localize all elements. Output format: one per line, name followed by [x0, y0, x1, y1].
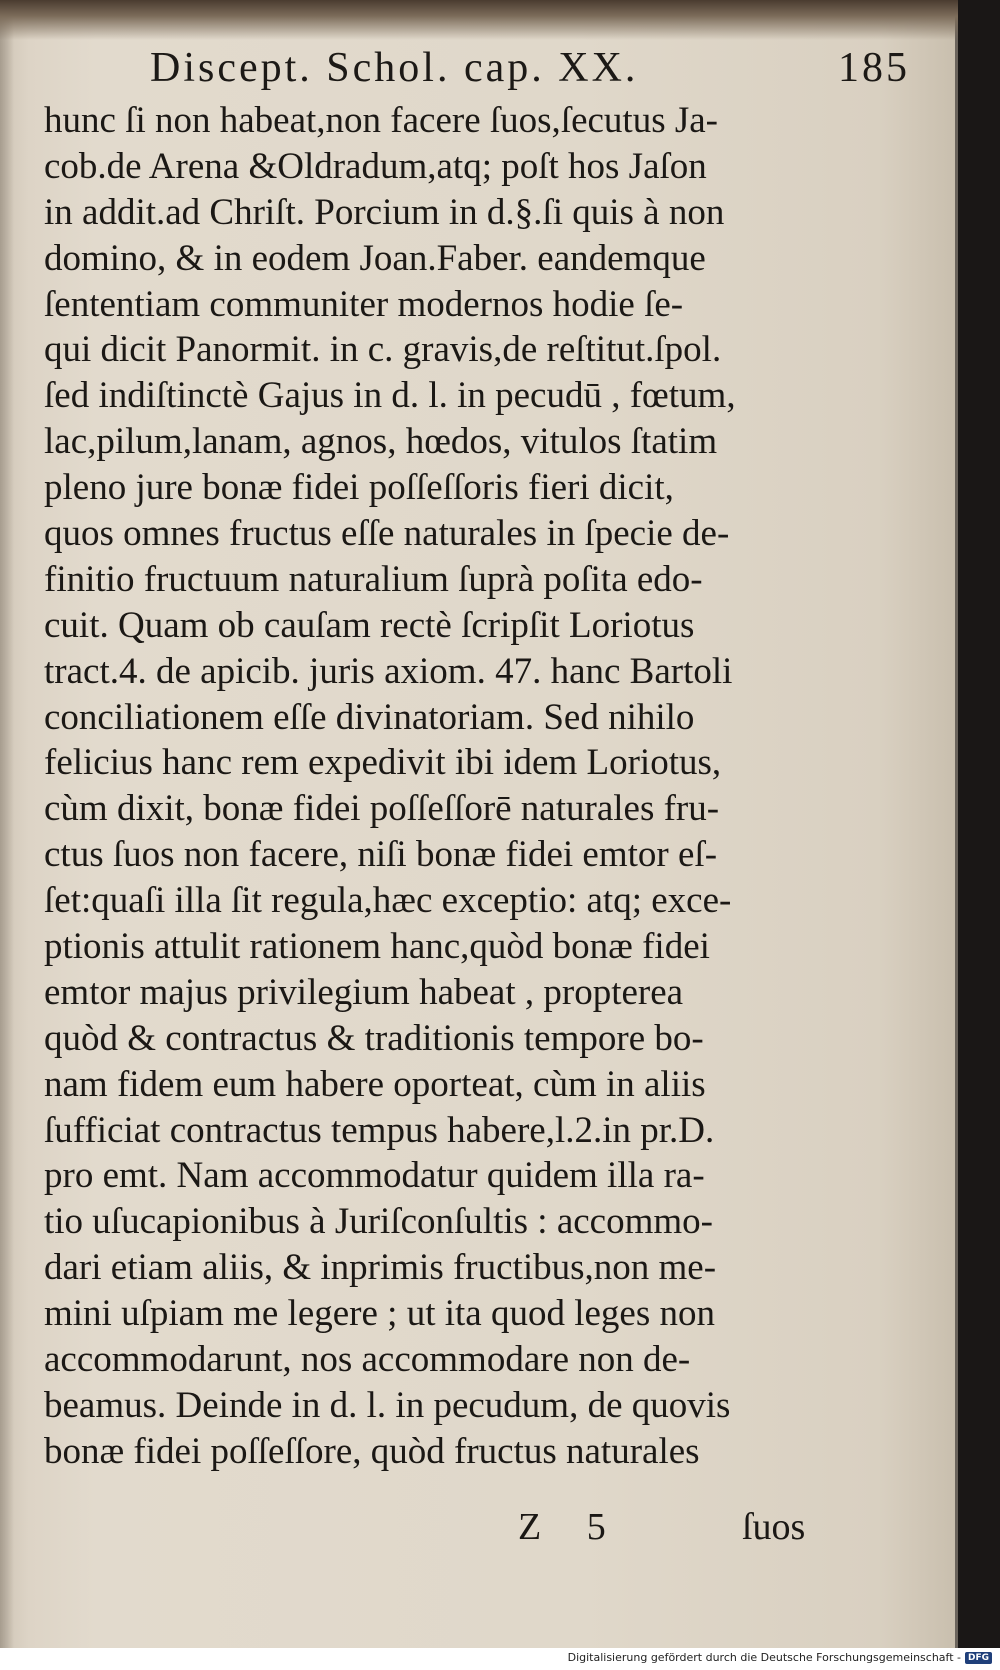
text-line: cuit. Quam ob cauſam rectè ſcripſit Loriotus [44, 604, 695, 646]
page-footer [0, 1505, 958, 1555]
text-line: beamus. Deinde in d. l. in pecudum, de quovis [44, 1384, 731, 1426]
credit-text: Digitalisierung gefördert durch die Deutsche Forschungsgemeinschaft - [567, 1651, 961, 1664]
text-line: pro emt. Nam accommodatur quidem illa ra- [44, 1155, 705, 1197]
text-line: felicius hanc rem expedivit ibi idem Loriotus, [44, 742, 722, 784]
text-line: lac,pilum,lanam, agnos, hœdos, vitulos ſtatim [44, 421, 718, 463]
text-line: quòd & contractus & traditionis tempore bo- [44, 1017, 704, 1059]
text-line: tract.4. de apicib. juris axiom. 47. hanc Bartoli [44, 650, 733, 692]
text-line: bonæ fidei poſſeſſore, quòd fructus naturales [44, 1430, 700, 1472]
text-line: nam fidem eum habere oporteat, cùm in aliis [44, 1063, 706, 1105]
text-line: qui dicit Panormit. in c. gravis,de reſtitut.ſpol. [44, 329, 722, 371]
text-line: ptionis attulit rationem hanc,quòd bonæ fidei [44, 926, 710, 968]
text-line: ſententiam communiter modernos hodie ſe- [44, 283, 684, 325]
digitization-credit [568, 1651, 992, 1664]
text-line: ſed indiſtinctè Gajus in d. l. in pecudū , fœtum, [44, 375, 736, 417]
text-line: ſet:quaſi illa ſit regula,hæc exceptio: atq; exce- [44, 880, 732, 922]
text-line: emtor majus privilegium habeat , propterea [44, 971, 684, 1013]
text-line: ſufficiat contractus tempus habere,l.2.in pr.D. [44, 1109, 715, 1151]
catchword: ſuos [742, 1506, 806, 1548]
text-line: quos omnes fructus eſſe naturales in ſpecie de- [44, 513, 730, 555]
text-line: finitio fructuum naturalium ſuprà poſita edo- [44, 558, 703, 600]
text-line: accommodarunt, nos accommodare non de- [44, 1339, 691, 1381]
page-fold-shadow [0, 0, 14, 1648]
text-line: in addit.ad Chriſt. Porcium in d.§.ſi quis à non [44, 191, 725, 233]
text-line: ctus ſuos non facere, niſi bonæ fidei emtor eſ- [44, 834, 718, 876]
running-title: Discept. Schol. cap. XX. [150, 45, 639, 91]
body-text [44, 98, 844, 1475]
text-line: tio uſucapionibus à Juriſconſultis : accommo- [44, 1201, 713, 1243]
page-top-edge [0, 0, 958, 40]
page-number: 185 [838, 45, 910, 91]
text-line: dari etiam aliis, & inprimis fructibus,non me- [44, 1247, 717, 1289]
text-line: cùm dixit, bonæ fidei poſſeſſorē naturales fru- [44, 788, 720, 830]
text-line: mini uſpiam me legere ; ut ita quod leges non [44, 1293, 715, 1335]
text-line: pleno jure bonæ fidei poſſeſſoris fieri dicit, [44, 467, 674, 509]
dfg-logo: DFG [965, 1652, 992, 1664]
text-line: hunc ſi non habeat,non facere ſuos,ſecutus Ja- [44, 100, 718, 141]
text-line: cob.de Arena &Oldradum,atq; poſt hos Jaſon [44, 145, 707, 187]
text-line: domino, & in eodem Joan.Faber. eandemque [44, 237, 706, 279]
running-header [150, 44, 910, 94]
text-line: conciliationem eſſe divinatoriam. Sed nihilo [44, 696, 695, 738]
signature-mark: Z 5 [518, 1506, 624, 1548]
